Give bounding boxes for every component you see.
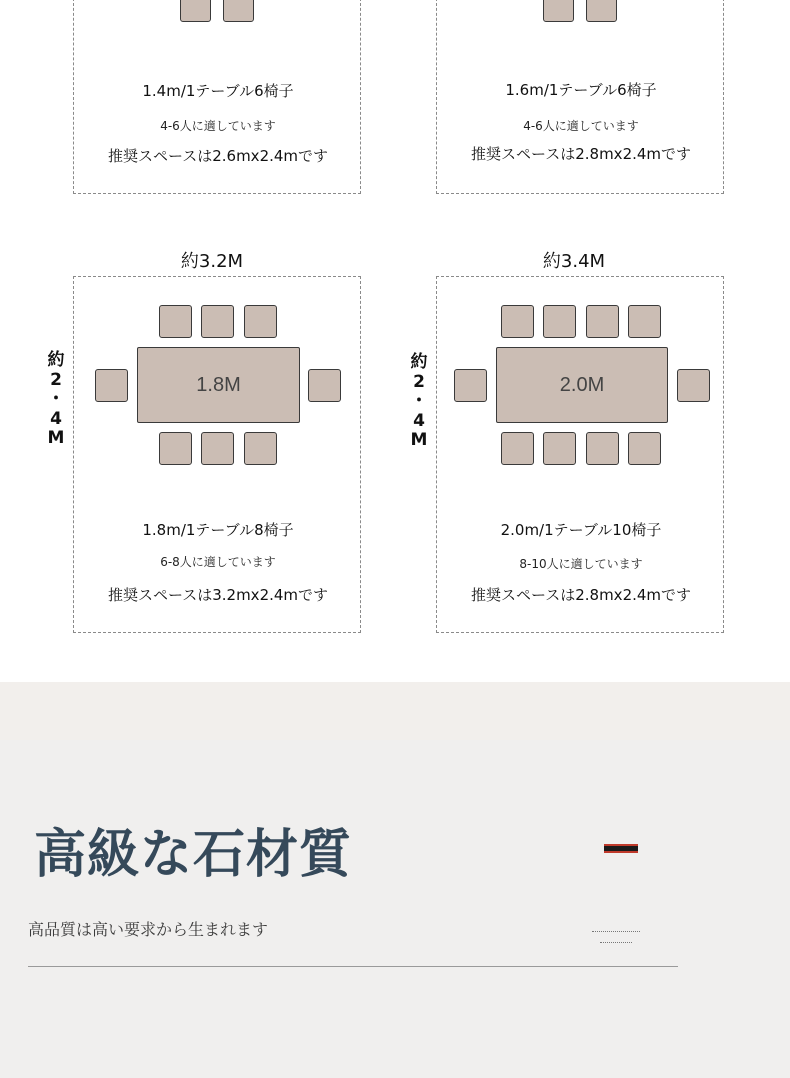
layout-card-1.6m xyxy=(436,0,724,194)
card-capacity: 6-8人に適しています xyxy=(160,555,276,569)
depth-label xyxy=(43,351,69,449)
chair xyxy=(159,432,192,465)
chair xyxy=(543,0,574,22)
chair xyxy=(501,305,534,338)
card-space: 推奨スペースは3.2mx2.4mです xyxy=(107,586,329,604)
stone-section xyxy=(0,740,790,1078)
card-title: 2.0m/1テーブル10椅子 xyxy=(500,521,662,539)
table-size-label: 1.8M xyxy=(196,373,241,396)
depth-label-char: M xyxy=(410,430,428,450)
chair xyxy=(677,369,710,402)
card-title: 1.6m/1テーブル6椅子 xyxy=(505,81,657,99)
depth-label-char: 4 xyxy=(413,410,425,431)
chair xyxy=(543,432,576,465)
chair xyxy=(244,432,277,465)
chair xyxy=(201,432,234,465)
chair xyxy=(543,305,576,338)
depth-label-char: 2 xyxy=(50,369,62,390)
chair xyxy=(586,432,619,465)
chair xyxy=(201,305,234,338)
divider-line xyxy=(28,966,678,967)
chair xyxy=(223,0,254,22)
section-lead-text: 高品質は高い要求から生まれます xyxy=(28,920,269,939)
chair xyxy=(180,0,211,22)
card-space: 推奨スペースは2.8mx2.4mです xyxy=(470,586,692,604)
depth-label-char: 約 xyxy=(410,352,428,372)
chair xyxy=(628,432,661,465)
chair xyxy=(628,305,661,338)
section-divider-band xyxy=(0,682,790,740)
depth-label xyxy=(406,353,432,451)
card-title: 1.8m/1テーブル8椅子 xyxy=(142,521,294,539)
depth-label-char: ・ xyxy=(410,391,428,411)
depth-label-char: 2 xyxy=(413,371,425,392)
brand-logo-icon xyxy=(586,919,646,943)
chair xyxy=(159,305,192,338)
dining-table xyxy=(496,347,668,423)
layout-card-2.0m xyxy=(436,276,724,633)
stone-sample-icon xyxy=(604,844,638,853)
depth-label-char: 約 xyxy=(47,350,65,370)
layout-card-1.8m xyxy=(73,276,361,633)
depth-label-char: 4 xyxy=(50,408,62,429)
card-capacity: 8-10人に適しています xyxy=(519,557,643,571)
dining-table xyxy=(137,347,300,423)
depth-label-char: M xyxy=(47,428,65,448)
chair xyxy=(244,305,277,338)
width-label: 約3.2M xyxy=(180,251,244,272)
layout-card-1.4m xyxy=(73,0,361,194)
card-space: 推奨スペースは2.8mx2.4mです xyxy=(470,145,692,163)
section-heading: 高級な石材質 xyxy=(34,825,353,885)
chair xyxy=(454,369,487,402)
chair xyxy=(308,369,341,402)
table-size-label: 2.0M xyxy=(559,373,605,396)
chair xyxy=(586,305,619,338)
card-space: 推奨スペースは2.6mx2.4mです xyxy=(107,147,329,165)
card-capacity: 4-6人に適しています xyxy=(160,119,276,133)
depth-label-char: ・ xyxy=(47,389,65,409)
chair xyxy=(501,432,534,465)
card-capacity: 4-6人に適しています xyxy=(523,119,639,133)
width-label: 約3.4M xyxy=(542,251,606,272)
card-title: 1.4m/1テーブル6椅子 xyxy=(142,82,294,100)
chair xyxy=(95,369,128,402)
chair xyxy=(586,0,617,22)
